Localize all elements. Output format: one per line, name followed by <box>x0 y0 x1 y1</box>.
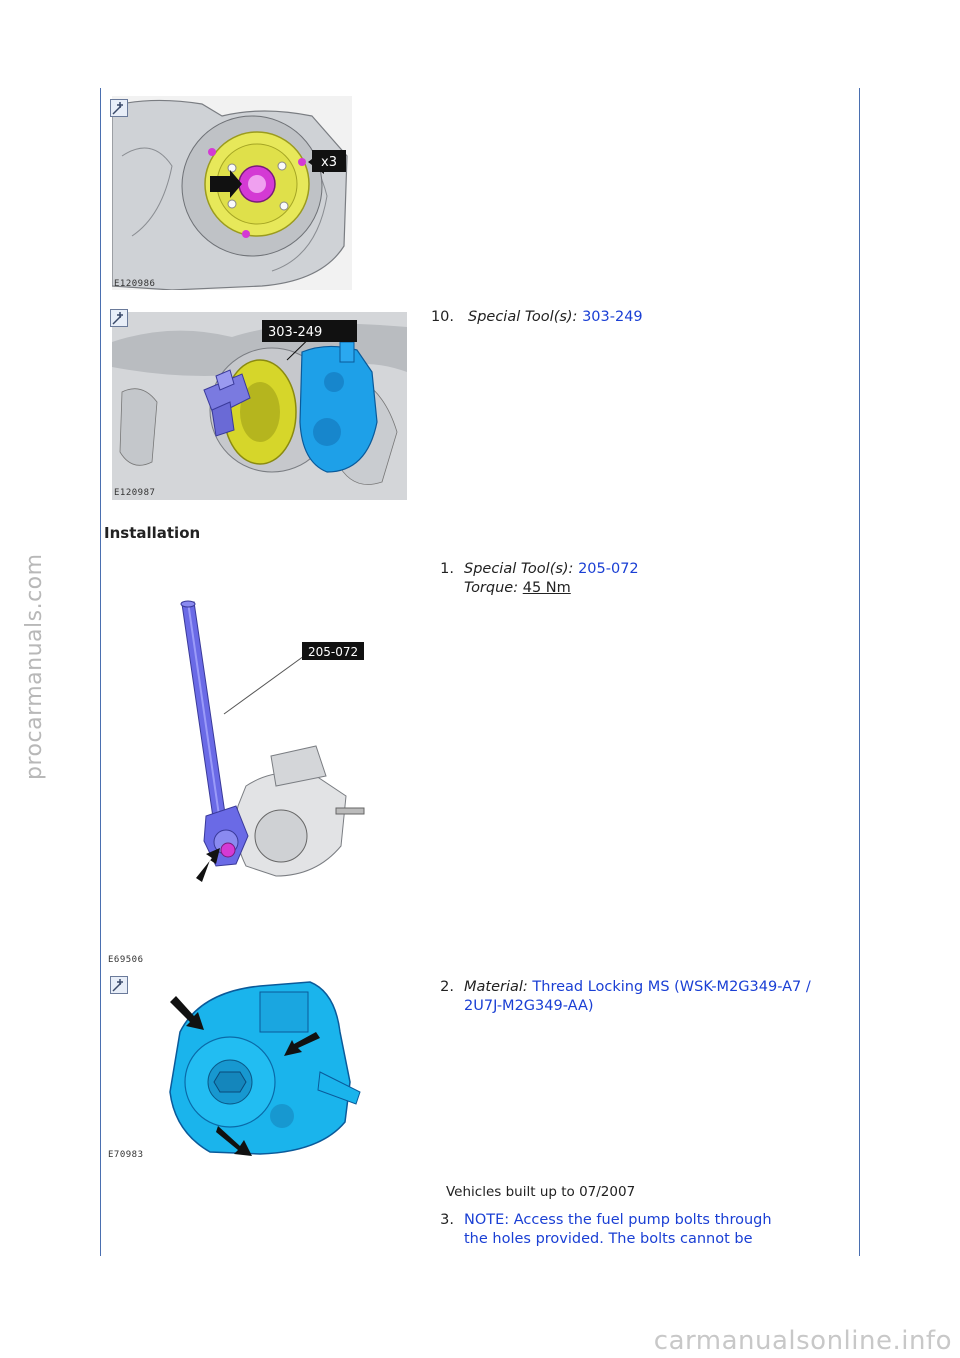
figure-e70983 <box>160 972 370 1162</box>
tool-link-303-249[interactable]: 303-249 <box>582 309 643 325</box>
zoom-icon[interactable] <box>110 309 128 327</box>
figure-e120987 <box>112 312 407 500</box>
special-tool-label: Special Tool(s): <box>468 309 578 325</box>
figure-e69506 <box>176 596 376 886</box>
callout-303-249: 303-249 <box>268 325 323 340</box>
step-number: 2. <box>440 979 454 995</box>
material-link[interactable]: Thread Locking MS (WSK-M2G349-A7 / <box>532 979 811 995</box>
special-tool-label: Special Tool(s): <box>464 561 574 577</box>
material-link-continued[interactable]: 2U7J-M2G349-AA) <box>464 998 594 1014</box>
callout-205-072: 205-072 <box>308 645 359 659</box>
watermark-left: procarmanuals.com <box>22 553 47 780</box>
figure-label: E70983 <box>108 1150 144 1160</box>
zoom-icon[interactable] <box>110 99 128 117</box>
step-number: 3. <box>440 1212 454 1228</box>
step-number: 10. <box>430 309 454 325</box>
torque-value[interactable]: 45 Nm <box>522 580 571 596</box>
right-border-rule <box>859 88 860 1256</box>
watermark-bottom: carmanualsonline.info <box>653 1326 952 1356</box>
zoom-icon[interactable] <box>110 976 128 994</box>
figure-label: E120987 <box>114 488 156 498</box>
left-border-rule <box>100 88 101 1256</box>
figure-e120986 <box>112 96 352 290</box>
torque-label: Torque: <box>464 580 519 596</box>
note-text-line-1: NOTE: Access the fuel pump bolts through <box>464 1212 772 1228</box>
tool-link-205-072[interactable]: 205-072 <box>578 561 639 577</box>
vehicle-applicability-note: Vehicles built up to 07/2007 <box>446 1184 636 1200</box>
note-text-line-2: the holes provided. The bolts cannot be <box>464 1231 753 1247</box>
step-number: 1. <box>440 561 454 577</box>
figure-label: E69506 <box>108 955 144 965</box>
material-label: Material: <box>464 979 528 995</box>
callout-x3: x3 <box>321 155 337 170</box>
figure-label: E120986 <box>114 279 156 289</box>
section-heading: Installation <box>104 524 201 542</box>
